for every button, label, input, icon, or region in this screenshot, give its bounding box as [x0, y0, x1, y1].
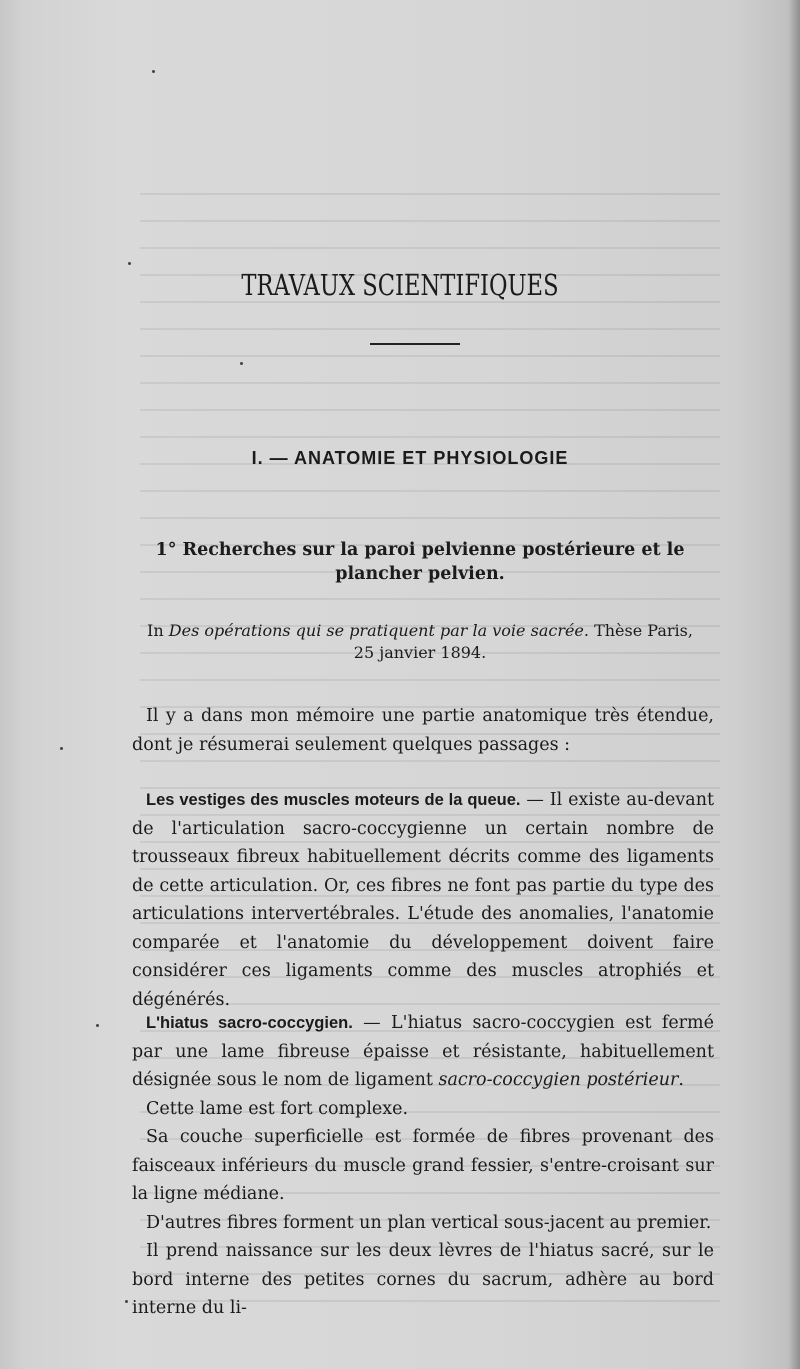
vestiges-lead: Les vestiges des muscles moteurs de la queue. [146, 791, 521, 809]
hiatus-end: . [678, 1070, 684, 1090]
vestiges-text: — Il existe au-devant de l'articulation sacro-coccygienne un certain nombre de trousseaux fibreux habituellement décrits comme des ligaments de cette articulation. Or, ces fibres ne font pas partie du type des articulations intervertébrales. L'étude des anomalies, l'anatomie comparée et l'anatomie du développement doivent faire considérer ces ligaments comme des muscles atrophiés et dégénérés. [132, 790, 714, 1010]
scan-speck [125, 1300, 128, 1303]
hiatus-body [132, 1009, 714, 1095]
vestiges-paragraph [132, 786, 714, 1014]
hiatus-line-3: Sa couche superficielle est formée de fibres provenant des faisceaux inférieurs du muscle grand fessier, s'entre-croisant sur la ligne médiane. [132, 1127, 714, 1204]
reference-citation [140, 620, 700, 664]
reference-date: 25 janvier 1894. [353, 643, 487, 662]
reference-suffix: Thèse Paris, [594, 621, 693, 640]
hiatus-line-4: D'autres fibres forment un plan vertical sous-jacent au premier. [146, 1212, 712, 1233]
page-edge-shadow [788, 0, 800, 1369]
intro-text: Il y a dans mon mémoire une partie anatomique très étendue, dont je résumerai seulement quelques passages : [132, 706, 714, 755]
hiatus-text: — L'hiatus sacro-coccygien est fermé par une lame fibreuse épaisse et résistante, habituellement désignée sous le nom de ligament [132, 1013, 714, 1090]
section-heading: I. — ANATOMIE ET PHYSIOLOGIE [251, 448, 569, 468]
page-title: TRAVAUX SCIENTIFIQUES [241, 268, 559, 302]
reference-prefix: In [147, 621, 164, 640]
scan-speck [240, 362, 243, 365]
reference-work: Des opérations qui se pratiquent par la voie sacrée. [168, 621, 589, 640]
scan-speck [60, 747, 63, 750]
vestiges-body [132, 786, 714, 1014]
scan-speck [96, 1024, 99, 1027]
hiatus-line-5: Il prend naissance sur les deux lèvres de l'hiatus sacré, sur le bord interne des petites cornes du sacrum, adhère au bord interne du li- [132, 1241, 714, 1318]
title-rule [370, 343, 460, 345]
hiatus-term: sacro-coccygien postérieur [438, 1070, 679, 1090]
subsection-title: 1° Recherches sur la paroi pelvienne postérieure et le plancher pelvien. [155, 540, 685, 584]
scan-speck [152, 70, 155, 73]
hiatus-line-2: Cette lame est fort complexe. [146, 1098, 409, 1119]
hiatus-lead: L'hiatus sacro-coccygien. [146, 1014, 353, 1032]
hiatus-paragraph [132, 1009, 714, 1323]
scan-speck [128, 262, 131, 265]
intro-paragraph [132, 702, 714, 759]
